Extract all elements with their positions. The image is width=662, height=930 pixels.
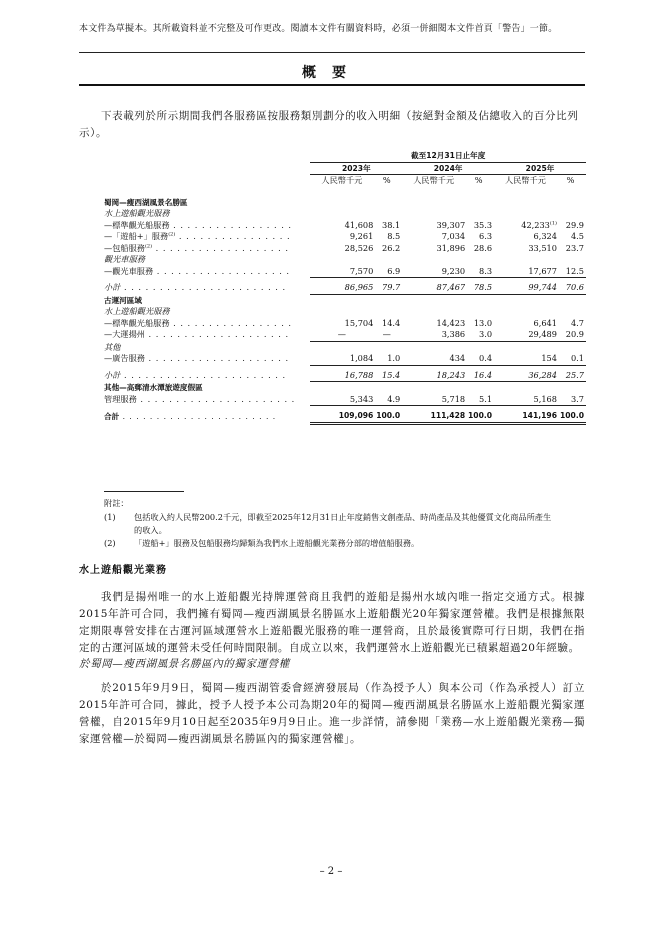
cell-pct: 26.2 [381, 242, 401, 253]
row-label: —大運揚州 . . . . . . . . . . . . . . . . . . . . [104, 329, 290, 340]
cell-pct: 29.9 [565, 219, 584, 230]
footnote-heading: 附註： [104, 498, 129, 508]
cell-value: 6,641 [533, 317, 557, 328]
cell-pct: 25.7 [557, 370, 586, 382]
cell-pct: 15.4 [373, 370, 402, 382]
table-row [104, 231, 586, 243]
year-2023: 2023年 [310, 162, 402, 175]
row-label: 合計 . . . . . . . . . . . . . . . . . . . . . . . [104, 411, 277, 421]
cell-value: 154 [494, 353, 557, 365]
draft-disclaimer: 本文件為草擬本。其所載資料並不完整及可作更改。閱讀本文件有關資料時，必須一併細閱本文件首頁「警告」一節。 [79, 24, 558, 34]
footnote-divider [104, 491, 184, 492]
table-row [104, 329, 586, 341]
cell-pct: 100.0 [465, 410, 494, 423]
table-unit-header-row [104, 175, 586, 187]
section-heading: 水上遊船觀光業務 [79, 565, 167, 576]
section-row [104, 197, 586, 209]
cell-value: — [310, 329, 373, 341]
row-label: —標準觀光船服務 . . . . . . . . . . . . . . . . . [104, 317, 293, 328]
footnote-marker: (1) [549, 219, 557, 226]
footnote-marker: (2) [168, 231, 176, 238]
table-row [104, 266, 586, 278]
unit-header: 人民幣千元 [413, 175, 455, 185]
cell-pct: 13.0 [473, 317, 493, 328]
cell-pct: 20.9 [557, 329, 586, 341]
cell-value: 86,965 [310, 282, 373, 294]
cell-value: 16,788 [310, 370, 373, 382]
subsection-row [104, 306, 586, 318]
table-year-header-row [104, 162, 586, 175]
cell-pct: 4.9 [373, 394, 402, 406]
cell-value: 109,096 [310, 410, 373, 423]
pct-header: % [566, 175, 575, 185]
cell-value: 5,168 [494, 394, 557, 406]
footnote-1-number: (1) [104, 512, 116, 522]
cell-value: 87,467 [402, 282, 465, 294]
cell-value: 31,896 [436, 242, 466, 253]
table-period-header-row [104, 150, 586, 162]
cell-value: 5,718 [402, 394, 465, 406]
table-row [104, 220, 586, 232]
revenue-breakdown-table [104, 150, 586, 425]
unit-header: 人民幣千元 [321, 175, 363, 185]
cell-pct: 6.3 [479, 231, 493, 241]
cell-pct: 5.1 [465, 394, 494, 406]
cell-pct: 35.3 [473, 219, 493, 230]
cell-pct: 23.7 [565, 242, 584, 253]
cell-pct: 38.1 [381, 219, 401, 230]
cell-pct: 3.0 [465, 329, 494, 341]
row-label: —觀光車服務 . . . . . . . . . . . . . . . . . . . [104, 265, 291, 276]
subtotal-row [104, 282, 586, 294]
footnote-2-text: 「遊船+」服務及包船服務均歸類為我們水上遊船觀光業務分部的增值船服務。 [134, 538, 420, 548]
row-label: 管理服務 . . . . . . . . . . . . . . . . . . . . . . [104, 393, 296, 404]
page-number: – 2 – [319, 866, 343, 877]
table-row [104, 394, 586, 406]
subsection-row [104, 254, 586, 266]
footnote-2 [104, 537, 586, 553]
cell-pct: 0.4 [465, 353, 494, 365]
year-2025: 2025年 [494, 162, 586, 175]
section-shugang: 蜀岡—瘦西湖風景名勝區 [104, 197, 188, 207]
cell-value: 141,196 [494, 410, 557, 423]
subsection-canal-water: 水上遊船觀光服務 [104, 306, 170, 316]
row-label: —廣告服務 . . . . . . . . . . . . . . . . . . . . [104, 353, 290, 364]
sub-heading: 於蜀岡—瘦西湖風景名勝區內的獨家運營權 [79, 658, 290, 670]
pct-header: % [474, 175, 483, 185]
subsection-car: 觀光車服務 [104, 254, 145, 264]
cell-value: 5,343 [310, 394, 373, 406]
cell-pct: 3.7 [557, 394, 586, 406]
body-paragraph-2: 於2015年9月9日，蜀岡—瘦西湖管委會經濟發展局（作為授予人）與本公司（作為承授人）訂立2015年許可合同，據此，授予人授予本公司為期20年的蜀岡—瘦西湖風景名勝區水上遊船觀光獨家運營權，自2015年9月10日起至2035年9月9日止。進一步詳情，請參閱「業務—水上遊船觀光業務—獨家運營權—於蜀岡—瘦西湖風景名勝區內的獨家運營權」。 [79, 682, 585, 745]
cell-value: 99,744 [494, 282, 557, 294]
year-2024: 2024年 [402, 162, 494, 175]
title-underline [79, 84, 585, 86]
subsection-row [104, 208, 586, 220]
row-label: —標準觀光船服務 . . . . . . . . . . . . . . . . . [104, 219, 293, 230]
cell-value: 18,243 [402, 370, 465, 382]
cell-value: 17,677 [494, 266, 557, 278]
subsection-row [104, 341, 586, 353]
cell-value: 9,230 [402, 266, 465, 278]
cell-value: 29,489 [494, 329, 557, 341]
cell-pct: 100.0 [373, 410, 402, 423]
subsection-water: 水上遊船觀光服務 [104, 208, 170, 218]
row-label: —「遊船+」服務$^{(2)}$ . . . . . . . . . . . . . . . . [104, 231, 291, 241]
section-canal: 古運河區域 [104, 295, 142, 305]
cell-pct: 70.6 [557, 282, 586, 294]
header-divider [79, 52, 585, 53]
cell-pct: 14.4 [381, 317, 401, 328]
cell-value: 42,233$^{(1)}$ [521, 219, 557, 230]
cell-value: 36,284 [494, 370, 557, 382]
cell-value: 33,510 [528, 242, 557, 253]
period-header: 截至12月31日止年度 [310, 150, 586, 162]
cell-value: 15,704 [344, 317, 374, 328]
cell-pct: 79.7 [373, 282, 402, 294]
cell-pct: 4.5 [570, 231, 584, 241]
row-label: 小計 . . . . . . . . . . . . . . . . . . . . . . . [104, 282, 287, 293]
cell-pct: 4.7 [570, 317, 584, 328]
cell-pct: — [373, 329, 402, 341]
cell-pct: 0.1 [557, 353, 586, 365]
row-label: —包船服務$^{(2)}$ . . . . . . . . . . . . . . . . . . . [104, 242, 289, 253]
cell-pct: 1.0 [373, 353, 402, 365]
cell-pct: 8.3 [465, 266, 494, 278]
table-row [104, 243, 586, 255]
cell-value: 14,423 [436, 317, 466, 328]
table-row [104, 318, 586, 330]
table-row [104, 353, 586, 365]
subsection-other: 其他 [104, 341, 121, 352]
cell-value: 9,261 [349, 231, 374, 241]
intro-paragraph: 下表載列於所示期間我們各服務區按服務類別劃分的收入明細（按絕對金額及佔總收入的百分比列示）。 [79, 110, 579, 139]
cell-pct: 78.5 [465, 282, 494, 294]
cell-pct: 6.9 [373, 266, 402, 278]
section-gaoyou: 其他—高郵清水潭旅遊度假區 [104, 383, 203, 392]
cell-value: 434 [402, 353, 465, 365]
cell-pct: 28.6 [473, 242, 493, 253]
pct-header: % [382, 175, 391, 185]
footnote-1-text: 包括收入約人民幣200.2千元，即截至2025年12月31日止年度銷售文創產品、時尚產品及其他優質文化商品所產生的收入。 [134, 512, 552, 535]
cell-value: 6,324 [533, 231, 557, 241]
footnote-marker: (2) [144, 242, 153, 249]
cell-value: 111,428 [402, 410, 465, 423]
body-paragraph-1: 我們是揚州唯一的水上遊船觀光持牌運營商且我們的遊船是揚州水域內唯一指定交通方式。根據2015年許可合同，我們擁有蜀岡—瘦西湖風景名勝區水上遊船觀光20年獨家運營權。我們是根據無限定期限專營安排在古運河區域運營水上遊船觀光服務的唯一運營商，且於最後實際可行日期，我們在指定的古運河區域的運營未受任何時間限制。自成立以來，我們運營水上遊船觀光已積累超過20年經驗。 [79, 591, 585, 654]
cell-value: 1,084 [310, 353, 373, 365]
cell-pct: 100.0 [557, 410, 586, 423]
unit-header: 人民幣千元 [505, 175, 546, 185]
cell-value: 7,034 [441, 231, 466, 241]
row-label: 小計 . . . . . . . . . . . . . . . . . . . . . . . [104, 369, 287, 380]
subtotal-row [104, 370, 586, 382]
cell-pct: 8.5 [387, 231, 401, 241]
cell-value: 3,386 [402, 329, 465, 341]
total-row [104, 410, 586, 423]
cell-value: 41,608 [344, 219, 374, 230]
section-row [104, 294, 586, 306]
section-row [104, 382, 586, 394]
cell-value: 28,526 [344, 242, 374, 253]
cell-value: 7,570 [310, 266, 373, 278]
cell-value: 39,307 [436, 219, 466, 230]
cell-pct: 12.5 [557, 266, 586, 278]
cell-pct: 16.4 [465, 370, 494, 382]
page-title: 概要 [302, 65, 362, 81]
footnote-2-number: (2) [104, 538, 116, 548]
